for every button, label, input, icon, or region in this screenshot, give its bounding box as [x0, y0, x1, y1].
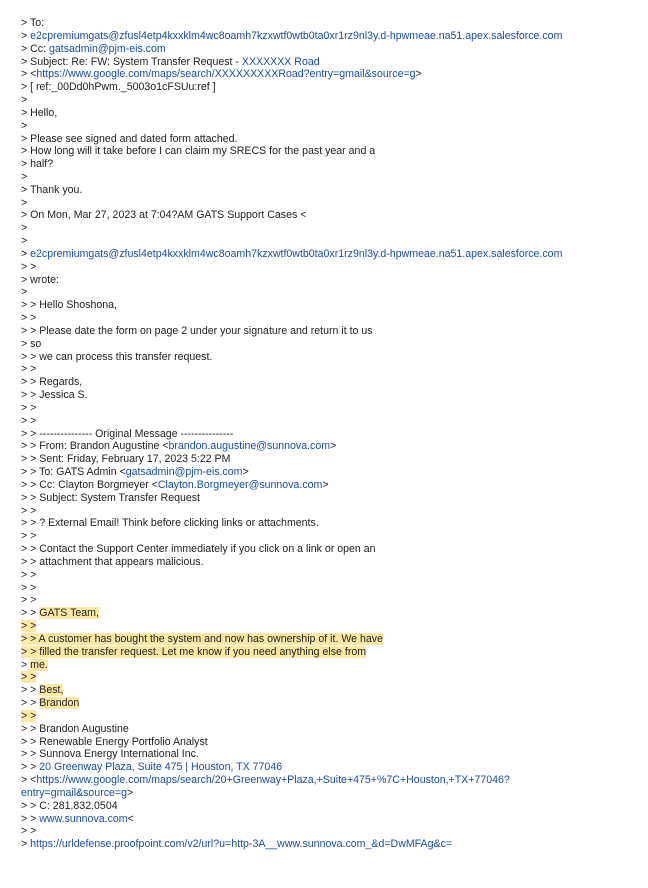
line-text: > > we can process this transfer request.	[21, 350, 213, 363]
line-text: > >	[21, 697, 40, 709]
email-line	[21, 684, 63, 696]
line-text: > > C: 281.832.0504	[21, 799, 118, 812]
email-line	[21, 351, 212, 363]
email-line	[21, 235, 27, 247]
email-line	[21, 389, 88, 401]
line-text: > > Brandon Augustine	[21, 722, 129, 735]
line-text: >	[21, 94, 28, 106]
line-text: >	[21, 286, 28, 299]
line-text: > > attachment that appears malicious.	[21, 555, 204, 568]
line-text: > How long will it take before I can claim my SRECS for the past year and a	[21, 145, 376, 158]
line-text: > On Mon, Mar 27, 2023 at 7:04?AM GATS Support Cases <	[21, 209, 307, 222]
email-link[interactable]: https://www.google.com/maps/search/20+Greenway+Plaza,+Suite+475+%7C+Houston,+TX+77046?	[36, 774, 510, 786]
line-text: >	[322, 478, 329, 491]
highlighted-text: > > filled the transfer request. Let me know if you need anything else from	[21, 645, 367, 658]
email-line	[21, 569, 36, 581]
highlighted-text: > >	[21, 620, 37, 632]
line-text: >	[21, 171, 28, 183]
line-text: > > Hello Shoshona,	[21, 299, 118, 312]
email-line	[21, 813, 134, 825]
highlighted-text: > >	[21, 709, 37, 722]
email-line	[21, 607, 99, 619]
line-text: > > Cc: Clayton Borgmeyer <	[21, 478, 158, 491]
email-line	[21, 158, 53, 170]
line-text: > <	[21, 774, 37, 786]
email-line	[21, 184, 82, 196]
line-text: <	[127, 812, 134, 825]
line-text: > >	[21, 401, 37, 414]
highlighted-text: > >	[21, 671, 37, 684]
email-line	[21, 582, 36, 594]
email-line	[21, 376, 82, 388]
line-text: > >	[21, 504, 37, 517]
line-text: > >	[21, 607, 40, 620]
email-line	[21, 56, 320, 68]
line-text: > > Regards,	[21, 376, 83, 389]
email-line	[21, 697, 79, 709]
email-line	[21, 402, 36, 414]
line-text: >	[330, 440, 337, 453]
email-line	[21, 312, 36, 324]
line-text: > <	[21, 68, 37, 81]
line-text: > Please see signed and dated form attached.	[21, 132, 238, 145]
email-line	[21, 530, 36, 542]
line-text: > >	[21, 530, 37, 543]
line-text: > > Jessica S.	[21, 389, 88, 402]
email-line	[21, 543, 376, 555]
email-line	[21, 94, 27, 106]
email-link[interactable]: e2cpremiumgats@zfusl4etp4kxxklm4wc8oamh7kzxwtf0wtb0ta0xr1rz9nl3y.d-hpwmeae.na51.apex.salesforce.com	[30, 29, 563, 42]
email-line	[21, 133, 237, 145]
email-line	[21, 415, 36, 427]
line-text: > Thank you.	[21, 183, 83, 196]
email-link[interactable]: gatsadmin@pjm-eis.com	[125, 466, 243, 479]
line-text: > >	[21, 684, 40, 697]
line-text: >	[21, 196, 28, 209]
email-link[interactable]: gatsadmin@pjm-eis.com	[48, 42, 166, 55]
line-text: > > --------------- Original Message ---------------	[21, 427, 234, 440]
line-text: > Subject: Re: FW: System Transfer Request -	[21, 55, 242, 68]
highlighted-text: > > A customer has bought the system and now has ownership of it. We have	[21, 632, 383, 645]
email-line	[21, 594, 36, 606]
email-link[interactable]: entry=gmail&source=g	[21, 786, 127, 799]
email-line	[21, 800, 118, 812]
line-text: > > Renewable Energy Portfolio Analyst	[21, 735, 208, 748]
email-line	[21, 517, 319, 529]
email-line	[21, 209, 306, 221]
email-line	[21, 248, 562, 260]
line-text: > >	[21, 568, 37, 581]
line-text: >	[21, 247, 31, 260]
line-text: >	[21, 222, 28, 235]
email-line	[21, 338, 41, 350]
email-line	[21, 633, 383, 645]
line-text: > Hello,	[21, 106, 58, 119]
email-line	[21, 492, 200, 504]
email-line	[21, 748, 199, 760]
line-text: >	[21, 119, 28, 132]
line-text: > >	[21, 312, 37, 325]
highlighted-text: Brandon	[39, 697, 80, 709]
email-line	[21, 761, 282, 773]
line-text: > >	[21, 581, 37, 594]
line-text: > >	[21, 363, 37, 376]
line-text: > > From: Brandon Augustine <	[21, 440, 169, 453]
line-text: > [ ref:_00Dd0hPwm._5003o1cFSUu:ref ]	[21, 81, 216, 94]
email-line	[21, 30, 562, 42]
email-line	[21, 325, 373, 337]
email-link[interactable]: https://urldefense.proofpoint.com/v2/url?u=http-3A__www.sunnova.com_&d=DwMFAg&c=	[30, 838, 453, 851]
email-line	[21, 222, 27, 234]
line-text: > >	[21, 761, 40, 774]
line-text: >	[21, 235, 28, 248]
email-line	[21, 145, 375, 157]
email-line	[21, 736, 208, 748]
line-text: > Cc:	[21, 42, 49, 55]
email-line	[21, 81, 216, 93]
email-line	[21, 825, 36, 837]
email-line	[21, 453, 230, 465]
email-line	[21, 17, 44, 29]
email-link[interactable]: Clayton.Borgmeyer@sunnova.com	[157, 478, 323, 491]
email-link[interactable]: 20 Greenway Plaza, Suite 475 | Houston, TX 77046	[39, 761, 283, 774]
line-text: > > ? External Email! Think before clicking links or attachments.	[21, 517, 319, 530]
email-line	[21, 363, 36, 375]
email-line	[21, 838, 452, 850]
email-line	[21, 197, 27, 209]
email-link[interactable]: XXXXXXX Road	[241, 55, 320, 68]
line-text: > >	[21, 260, 37, 273]
email-line	[21, 68, 422, 80]
email-line	[21, 787, 133, 799]
line-text: > > To: GATS Admin <	[21, 466, 126, 479]
line-text: > >	[21, 594, 37, 607]
line-text: > >	[21, 812, 40, 825]
email-line	[21, 505, 36, 517]
email-line	[21, 479, 329, 491]
line-text: >	[21, 29, 31, 42]
line-text: > >	[21, 825, 37, 838]
line-text: > > Please date the form on page 2 under your signature and return it to us	[21, 324, 373, 337]
highlighted-text: me.	[30, 658, 48, 671]
highlighted-text: Best,	[39, 684, 64, 697]
email-line	[21, 671, 36, 683]
email-line	[21, 466, 249, 478]
line-text: > > Sunnova Energy International Inc.	[21, 748, 199, 761]
email-link[interactable]: brandon.augustine@sunnova.com	[168, 440, 331, 453]
line-text: > >	[21, 414, 37, 427]
line-text: >	[242, 466, 249, 479]
email-line	[21, 774, 510, 786]
email-line	[21, 286, 27, 298]
highlighted-text: GATS Team,	[39, 607, 99, 620]
email-line	[21, 299, 117, 311]
email-link[interactable]: https://www.google.com/maps/search/XXXXXXXXXRoad?entry=gmail&source=g	[36, 68, 416, 81]
line-text: > To:	[21, 17, 45, 29]
email-line	[21, 710, 36, 722]
email-line	[21, 646, 366, 658]
email-line	[21, 556, 204, 568]
line-text: >	[21, 838, 31, 851]
email-line	[21, 43, 166, 55]
email-line	[21, 274, 59, 286]
email-line	[21, 107, 57, 119]
line-text: > > Subject: System Transfer Request	[21, 491, 201, 504]
email-line	[21, 171, 27, 183]
email-line	[21, 620, 36, 632]
email-line	[21, 723, 129, 735]
email-link[interactable]: www.sunnova.com	[39, 812, 128, 825]
line-text: > half?	[21, 158, 54, 171]
line-text: > so	[21, 337, 42, 350]
email-link[interactable]: e2cpremiumgats@zfusl4etp4kxxklm4wc8oamh7kzxwtf0wtb0ta0xr1rz9nl3y.d-hpwmeae.na51.apex.salesforce.com	[30, 247, 563, 260]
email-line	[21, 659, 48, 671]
email-line	[21, 440, 336, 452]
line-text: >	[415, 68, 422, 81]
line-text: > > Contact the Support Center immediately if you click on a link or open an	[21, 543, 376, 555]
line-text: > > Sent: Friday, February 17, 2023 5:22 PM	[21, 453, 231, 466]
email-line	[21, 261, 36, 273]
email-line	[21, 120, 27, 132]
line-text: >	[127, 786, 134, 799]
line-text: > wrote:	[21, 273, 59, 286]
email-line	[21, 428, 233, 440]
line-text: >	[21, 658, 31, 671]
